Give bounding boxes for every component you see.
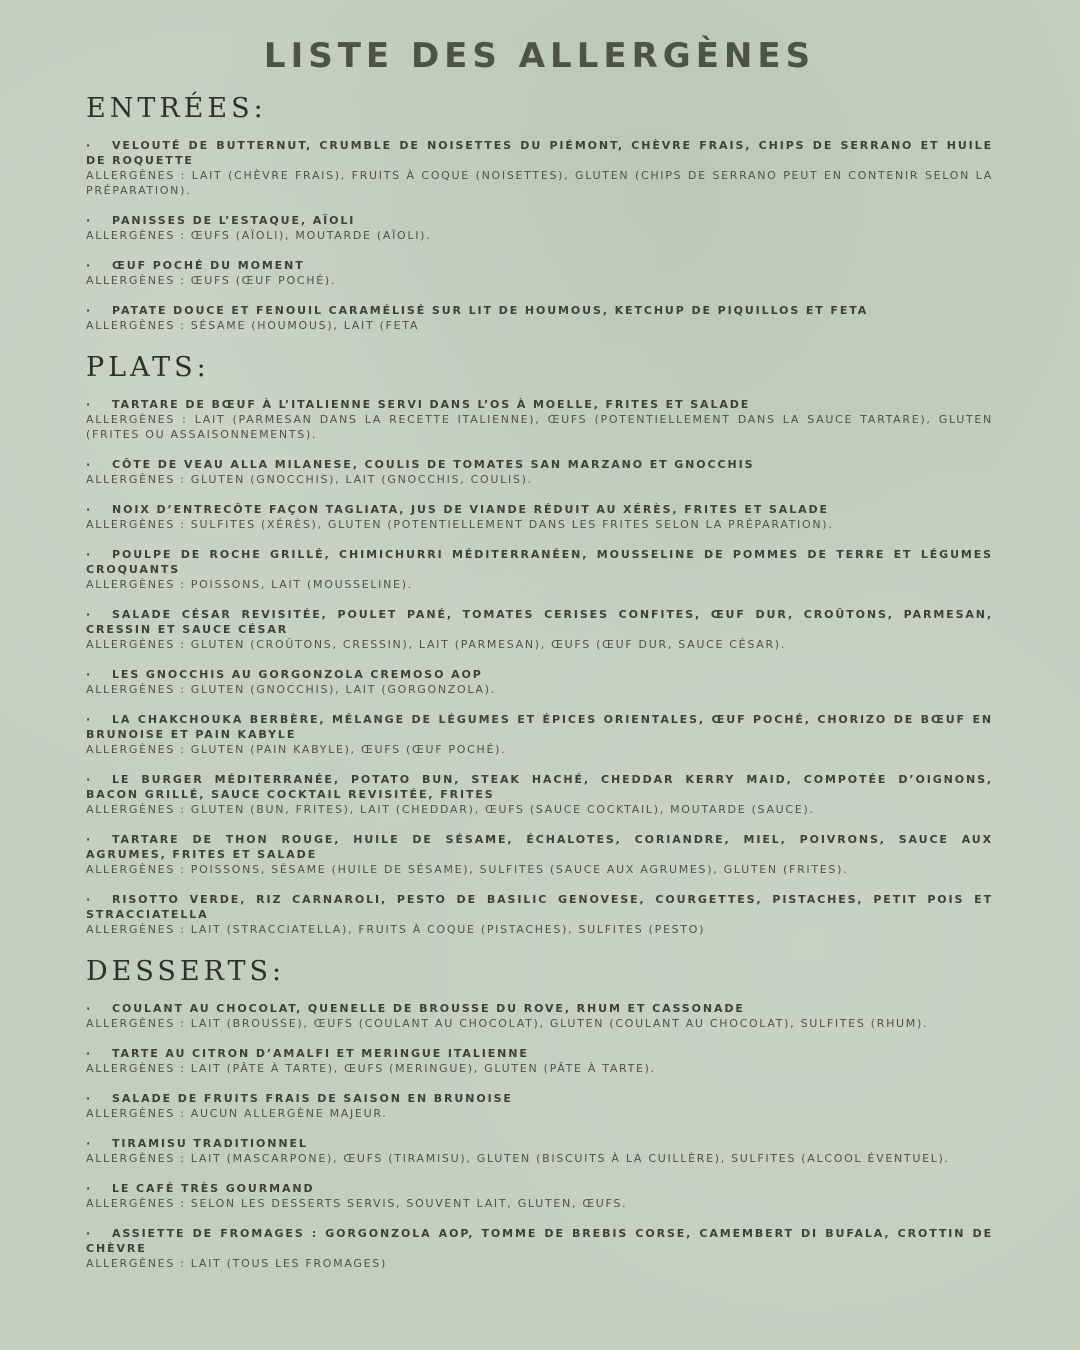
allergen-list	[86, 34, 993, 1289]
dish-text: LES GNOCCHIS AU GORGONZOLA CREMOSO AOP	[112, 668, 483, 681]
dish-name	[86, 712, 993, 742]
allergen-text: ALLERGÈNES : AUCUN ALLERGÈNE MAJEUR.	[86, 1107, 388, 1120]
dish-name	[86, 892, 993, 922]
menu-item	[86, 1181, 993, 1211]
allergen-text: ALLERGÈNES : LAIT (TOUS LES FROMAGES)	[86, 1257, 387, 1270]
bullet-icon: ·	[86, 398, 93, 411]
dish-name	[86, 397, 993, 412]
bullet-icon: ·	[86, 1182, 93, 1195]
bullet-icon: ·	[86, 139, 93, 152]
menu-item	[86, 1136, 993, 1166]
allergen-text: ALLERGÈNES : LAIT (PÂTE À TARTE), ŒUFS (MERINGUE), GLUTEN (PÂTE À TARTE).	[86, 1062, 656, 1075]
dish-name	[86, 1091, 993, 1106]
menu-item	[86, 1226, 993, 1271]
allergen-text: ALLERGÈNES : POISSONS, LAIT (MOUSSELINE).	[86, 578, 413, 591]
bullet-icon: ·	[86, 1227, 93, 1240]
dish-text: LE CAFÉ TRÈS GOURMAND	[112, 1182, 315, 1195]
dish-text: LE BURGER MÉDITERRANÉE, POTATO BUN, STEAK HACHÉ, CHEDDAR KERRY MAID, COMPOTÉE D’OIGNONS, BACON GRILLÉ, SAUCE COCKTAIL REVISITÉE, FRITES	[86, 773, 993, 801]
bullet-icon: ·	[86, 773, 93, 786]
menu-item	[86, 1001, 993, 1031]
bullet-icon: ·	[86, 1002, 93, 1015]
bullet-icon: ·	[86, 833, 93, 846]
allergen-text: ALLERGÈNES : GLUTEN (BUN, FRITES), LAIT (CHEDDAR), ŒUFS (SAUCE COCKTAIL), MOUTARDE (SAUCE).	[86, 803, 815, 816]
dish-name	[86, 1226, 993, 1256]
dish-name	[86, 138, 993, 168]
menu-section	[86, 92, 993, 333]
dish-text: VELOUTÉ DE BUTTERNUT, CRUMBLE DE NOISETTES DU PIÉMONT, CHÈVRE FRAIS, CHIPS DE SERRANO ET HUILE DE ROQUETTE	[86, 139, 993, 167]
dish-text: RISOTTO VERDE, RIZ CARNAROLI, PESTO DE BASILIC GENOVESE, COURGETTES, PISTACHES, PETIT POIS ET STRACCIATELLA	[86, 893, 993, 921]
menu-item	[86, 303, 993, 333]
allergen-text: ALLERGÈNES : SELON LES DESSERTS SERVIS, SOUVENT LAIT, GLUTEN, ŒUFS.	[86, 1197, 628, 1210]
section-title: DESSERTS:	[86, 956, 286, 987]
bullet-icon: ·	[86, 713, 93, 726]
dish-name	[86, 258, 993, 273]
allergen-text: ALLERGÈNES : POISSONS, SÉSAME (HUILE DE SÉSAME), SULFITES (SAUCE AUX AGRUMES), GLUTEN (FRITES).	[86, 863, 849, 876]
dish-text: LA CHAKCHOUKA BERBÈRE, MÉLANGE DE LÉGUMES ET ÉPICES ORIENTALES, ŒUF POCHÉ, CHORIZO DE BŒUF EN BRUNOISE ET PAIN KABYLE	[86, 713, 993, 741]
allergen-text: ALLERGÈNES : GLUTEN (CROÛTONS, CRESSIN), LAIT (PARMESAN), ŒUFS (ŒUF DUR, SAUCE CÉSAR).	[86, 638, 786, 651]
bullet-icon: ·	[86, 458, 93, 471]
dish-name	[86, 1046, 993, 1061]
dish-name	[86, 457, 993, 472]
bullet-icon: ·	[86, 503, 93, 516]
section-title: ENTRÉES:	[86, 93, 267, 124]
allergen-text: ALLERGÈNES : LAIT (MASCARPONE), ŒUFS (TIRAMISU), GLUTEN (BISCUITS À LA CUILLÈRE), SULFITES (ALCOOL ÉVENTUEL).	[86, 1152, 950, 1165]
dish-text: ŒUF POCHÉ DU MOMENT	[112, 259, 305, 272]
menu-item	[86, 213, 993, 243]
menu-item	[86, 667, 993, 697]
menu-item	[86, 457, 993, 487]
dish-text: COULANT AU CHOCOLAT, QUENELLE DE BROUSSE DU ROVE, RHUM ET CASSONADE	[112, 1002, 745, 1015]
dish-name	[86, 1001, 993, 1016]
dish-text: TARTARE DE BŒUF À L’ITALIENNE SERVI DANS L’OS À MOELLE, FRITES ET SALADE	[112, 398, 751, 411]
bullet-icon: ·	[86, 548, 93, 561]
dish-name	[86, 213, 993, 228]
dish-name	[86, 1181, 993, 1196]
bullet-icon: ·	[86, 1047, 93, 1060]
dish-name	[86, 772, 993, 802]
sections-container	[86, 92, 993, 1271]
allergen-text: ALLERGÈNES : SULFITES (XÉRÈS), GLUTEN (POTENTIELLEMENT DANS LES FRITES SELON LA PRÉPARATION).	[86, 518, 834, 531]
menu-item	[86, 712, 993, 757]
allergen-text: ALLERGÈNES : GLUTEN (GNOCCHIS), LAIT (GORGONZOLA).	[86, 683, 496, 696]
bullet-icon: ·	[86, 668, 93, 681]
dish-text: CÔTE DE VEAU ALLA MILANESE, COULIS DE TOMATES SAN MARZANO ET GNOCCHIS	[112, 458, 755, 471]
dish-text: NOIX D’ENTRECÔTE FAÇON TAGLIATA, JUS DE VIANDE RÉDUIT AU XÉRÈS, FRITES ET SALADE	[112, 503, 829, 516]
dish-name	[86, 667, 993, 682]
dish-name	[86, 303, 993, 318]
section-title: PLATS:	[86, 352, 210, 383]
allergen-text: ALLERGÈNES : ŒUFS (ŒUF POCHÉ).	[86, 274, 337, 287]
allergen-text: ALLERGÈNES : LAIT (BROUSSE), ŒUFS (COULANT AU CHOCOLAT), GLUTEN (COULANT AU CHOCOLAT), SULFITES (RHUM).	[86, 1017, 929, 1030]
menu-section	[86, 351, 993, 937]
allergen-text: ALLERGÈNES : LAIT (PARMESAN DANS LA RECETTE ITALIENNE), ŒUFS (POTENTIELLEMENT DANS LA SAUCE TARTARE), GLUTEN (FRITES OU ASSAISONNEMENTS).	[86, 413, 993, 441]
menu-item	[86, 772, 993, 817]
menu-item	[86, 138, 993, 198]
menu-item	[86, 397, 993, 442]
dish-text: SALADE DE FRUITS FRAIS DE SAISON EN BRUNOISE	[112, 1092, 513, 1105]
dish-text: POULPE DE ROCHE GRILLÉ, CHIMICHURRI MÉDITERRANÉEN, MOUSSELINE DE POMMES DE TERRE ET LÉGUMES CROQUANTS	[86, 548, 993, 576]
dish-text: SALADE CÉSAR REVISITÉE, POULET PANÉ, TOMATES CERISES CONFITES, ŒUF DUR, CROÛTONS, PARMESAN, CRESSIN ET SAUCE CÉSAR	[86, 608, 993, 636]
allergen-text: ALLERGÈNES : ŒUFS (AÏOLI), MOUTARDE (AÏOLI).	[86, 229, 432, 242]
bullet-icon: ·	[86, 259, 93, 272]
dish-text: PANISSES DE L’ESTAQUE, AÏOLI	[112, 214, 356, 227]
menu-item	[86, 607, 993, 652]
dish-text: PATATE DOUCE ET FENOUIL CARAMÉLISÉ SUR LIT DE HOUMOUS, KETCHUP DE PIQUILLOS ET FETA	[112, 304, 869, 317]
page-title: LISTE DES ALLERGÈNES	[263, 36, 816, 76]
bullet-icon: ·	[86, 1092, 93, 1105]
bullet-icon: ·	[86, 608, 93, 621]
dish-name	[86, 1136, 993, 1151]
bullet-icon: ·	[86, 1137, 93, 1150]
bullet-icon: ·	[86, 893, 93, 906]
menu-item	[86, 1091, 993, 1121]
dish-text: TARTARE DE THON ROUGE, HUILE DE SÉSAME, ÉCHALOTES, CORIANDRE, MIEL, POIVRONS, SAUCE AUX AGRUMES, FRITES ET SALADE	[86, 833, 993, 861]
menu-item	[86, 258, 993, 288]
menu-item	[86, 502, 993, 532]
allergen-text: ALLERGÈNES : LAIT (CHÈVRE FRAIS), FRUITS À COQUE (NOISETTES), GLUTEN (CHIPS DE SERRANO PEUT EN CONTENIR SELON LA PRÉPARATION).	[86, 169, 993, 197]
dish-text: TARTE AU CITRON D’AMALFI ET MERINGUE ITALIENNE	[112, 1047, 529, 1060]
dish-name	[86, 547, 993, 577]
allergen-text: ALLERGÈNES : LAIT (STRACCIATELLA), FRUITS À COQUE (PISTACHES), SULFITES (PESTO)	[86, 923, 706, 936]
allergen-text: ALLERGÈNES : SÉSAME (HOUMOUS), LAIT (FETA	[86, 319, 420, 332]
allergen-text: ALLERGÈNES : GLUTEN (GNOCCHIS), LAIT (GNOCCHIS, COULIS).	[86, 473, 533, 486]
menu-item	[86, 832, 993, 877]
menu-item	[86, 1046, 993, 1076]
dish-text: TIRAMISU TRADITIONNEL	[112, 1137, 308, 1150]
dish-name	[86, 502, 993, 517]
menu-item	[86, 547, 993, 592]
menu-section	[86, 955, 993, 1271]
menu-item	[86, 892, 993, 937]
allergen-text: ALLERGÈNES : GLUTEN (PAIN KABYLE), ŒUFS (ŒUF POCHÉ).	[86, 743, 507, 756]
dish-text: ASSIETTE DE FROMAGES : GORGONZOLA AOP, TOMME DE BREBIS CORSE, CAMEMBERT DI BUFALA, CROTTIN DE CHÈVRE	[86, 1227, 993, 1255]
dish-name	[86, 832, 993, 862]
dish-name	[86, 607, 993, 637]
bullet-icon: ·	[86, 304, 93, 317]
bullet-icon: ·	[86, 214, 93, 227]
